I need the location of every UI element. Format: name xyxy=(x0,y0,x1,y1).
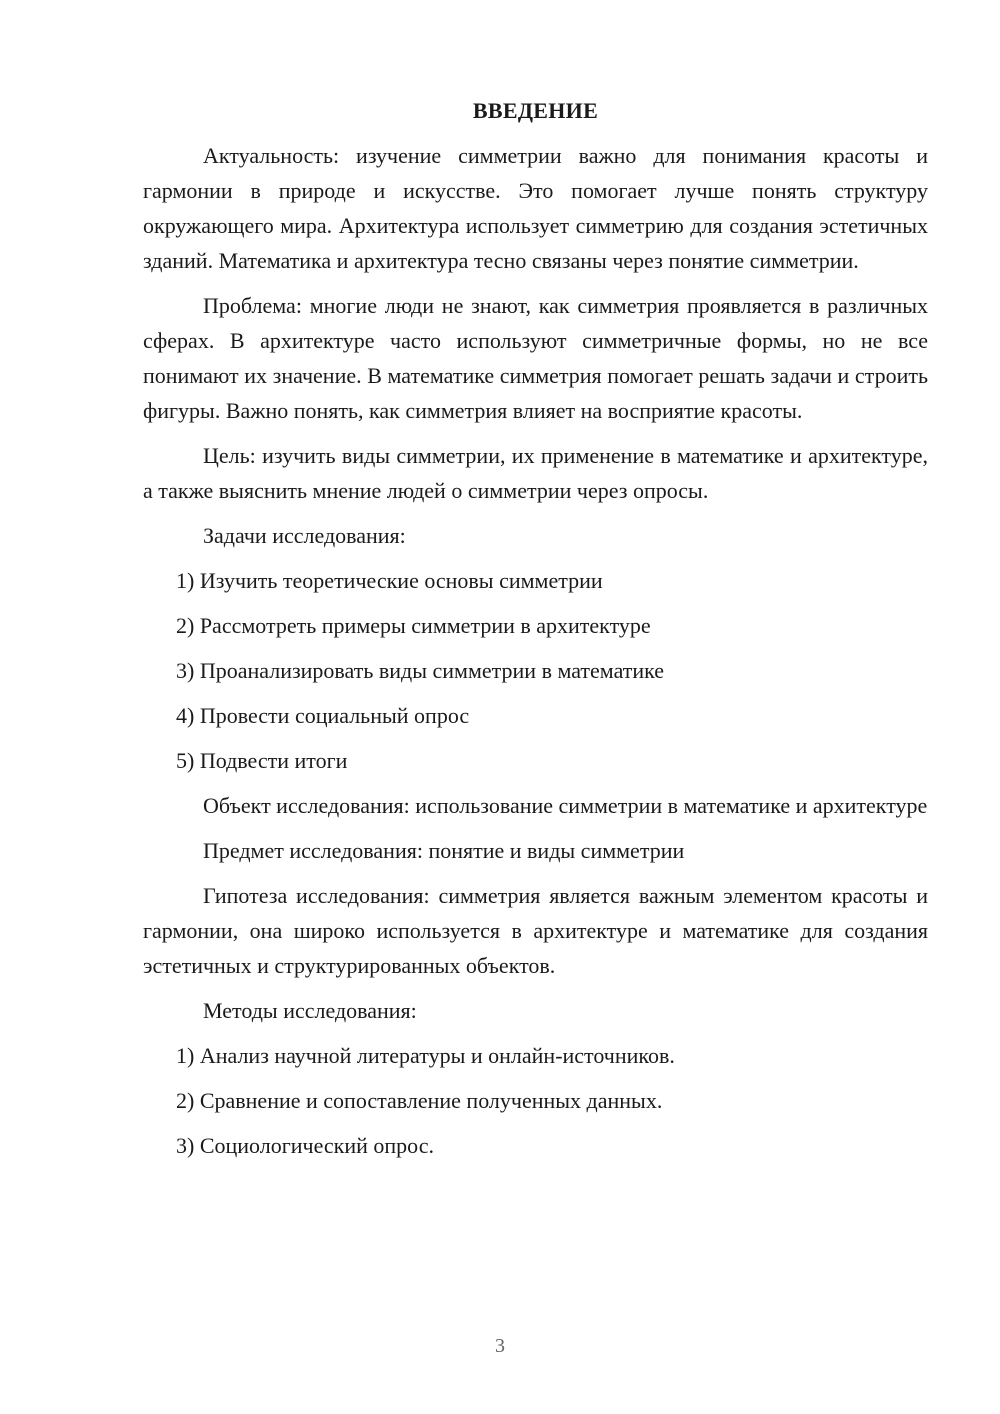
list-item: 1) Анализ научной литературы и онлайн-источников. xyxy=(176,1043,675,1068)
list-item: 4) Провести социальный опрос xyxy=(176,703,470,728)
relevance-paragraph: Актуальность: изучение симметрии важно для понимания красоты и гармонии в природе и искусстве. Это помогает лучше понять структуру окружающего мира. Архитектура использует симметрию для создания эстетичных зданий. Математика и архитектура тесно связаны через понятие симметрии. xyxy=(143,143,928,273)
object-paragraph: Объект исследования: использование симметрии в математике и архитектуре xyxy=(203,793,928,818)
goal-paragraph: Цель: изучить виды симметрии, их применение в математике и архитектуре, а также выяснить мнение людей о симметрии через опросы. xyxy=(143,443,928,503)
tasks-list xyxy=(143,563,928,778)
list-item: 2) Рассмотреть примеры симметрии в архитектуре xyxy=(176,613,651,638)
subject-paragraph: Предмет исследования: понятие и виды симметрии xyxy=(203,838,685,863)
methods-list xyxy=(143,1038,928,1163)
list-item: 2) Сравнение и сопоставление полученных данных. xyxy=(176,1088,663,1113)
hypothesis-paragraph: Гипотеза исследования: симметрия является важным элементом красоты и гармонии, она широко используется в архитектуре и математике для создания эстетичных и структурированных объектов. xyxy=(143,883,928,978)
page-number: 3 xyxy=(495,1335,505,1357)
page-title: ВВЕДЕНИЕ xyxy=(472,98,599,123)
list-item: 5) Подвести итоги xyxy=(176,748,348,773)
list-item: 3) Социологический опрос. xyxy=(176,1133,434,1158)
list-item: 1) Изучить теоретические основы симметрии xyxy=(176,568,603,593)
problem-paragraph: Проблема: многие люди не знают, как симметрия проявляется в различных сферах. В архитектуре часто используют симметричные формы, но не все понимают их значение. В математике симметрия помогает решать задачи и строить фигуры. Важно понять, как симметрия влияет на восприятие красоты. xyxy=(143,293,928,423)
page-content xyxy=(143,96,928,1163)
methods-heading: Методы исследования: xyxy=(203,998,417,1023)
list-item: 3) Проанализировать виды симметрии в математике xyxy=(176,658,665,683)
tasks-heading: Задачи исследования: xyxy=(203,523,406,548)
